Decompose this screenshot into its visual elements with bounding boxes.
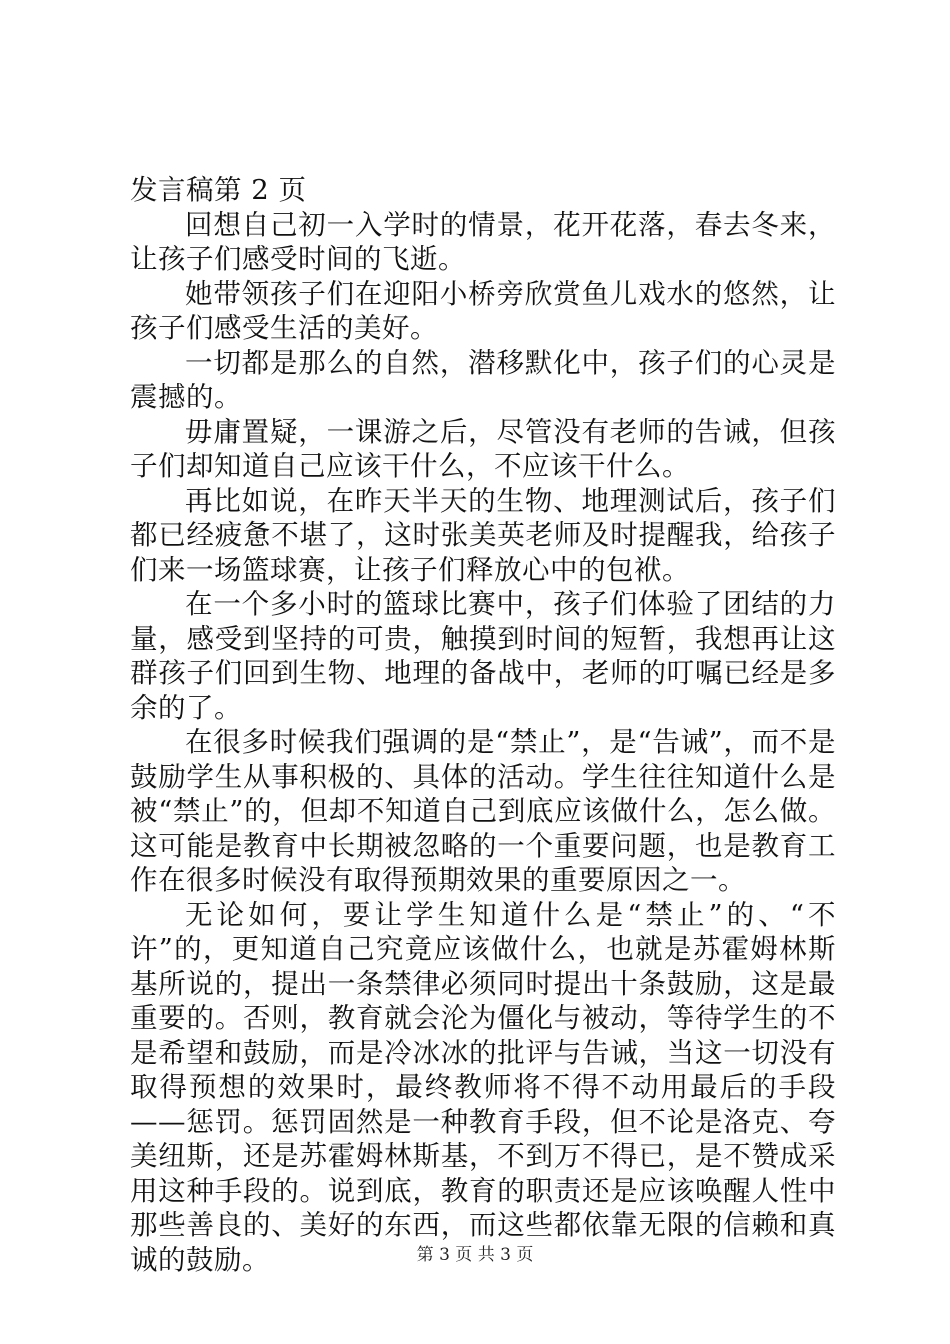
paragraph: 再比如说，在昨天半天的生物、地理测试后，孩子们都已经疲惫不堪了，这时张美英老师及时提醒我，给孩子们来一场篮球赛，让孩子们释放心中的包袱。 [130,484,836,586]
paragraph: 毋庸置疑，一课游之后，尽管没有老师的告诫，但孩子们却知道自己应该干什么，不应该干什么。 [130,415,836,482]
paragraph: 她带领孩子们在迎阳小桥旁欣赏鱼儿戏水的悠然，让孩子们感受生活的美好。 [130,277,836,344]
paragraph: 一切都是那么的自然，潜移默化中，孩子们的心灵是震撼的。 [130,346,836,413]
paragraph: 无论如何，要让学生知道什么是“禁止”的、“不许”的，更知道自己究竟应该做什么，也就是苏霍姆林斯基所说的，提出一条禁律必须同时提出十条鼓励，这是最重要的。否则，教育就会沦为僵化与被动，等待学生的不是希望和鼓励，而是冷冰冰的批评与告诫，当这一切没有取得预想的效果时，最终教师将不得不动用最后的手段——惩罚。惩罚固然是一种教育手段，但不论是洛克、夸美纽斯，还是苏霍姆林斯基，不到万不得已，是不赞成采用这种手段的。说到底，教育的职责还是应该唤醒人性中那些善良的、美好的东西，而这些都依靠无限的信赖和真诚的鼓励。 [130,898,836,1276]
paragraph: 在一个多小时的篮球比赛中，孩子们体验了团结的力量，感受到坚持的可贵，触摸到时间的短暂，我想再让这群孩子们回到生物、地理的备战中，老师的叮嘱已经是多余的了。 [130,588,836,724]
page-footer: 第 3 页 共 3 页 [416,1245,534,1265]
paragraph: 在很多时候我们强调的是“禁止”，是“告诫”，而不是鼓励学生从事积极的、具体的活动。学生往往知道什么是被“禁止”的，但却不知道自己到底应该做什么，怎么做。这可能是教育中长期被忽略的一个重要问题，也是教育工作在很多时候没有取得预期效果的重要原因之一。 [130,726,836,896]
document-body [130,173,836,1277]
document-heading: 发言稿第 2 页 [130,174,307,206]
paragraph: 回想自己初一入学时的情景，花开花落，春去冬来，让孩子们感受时间的飞逝。 [130,208,836,275]
